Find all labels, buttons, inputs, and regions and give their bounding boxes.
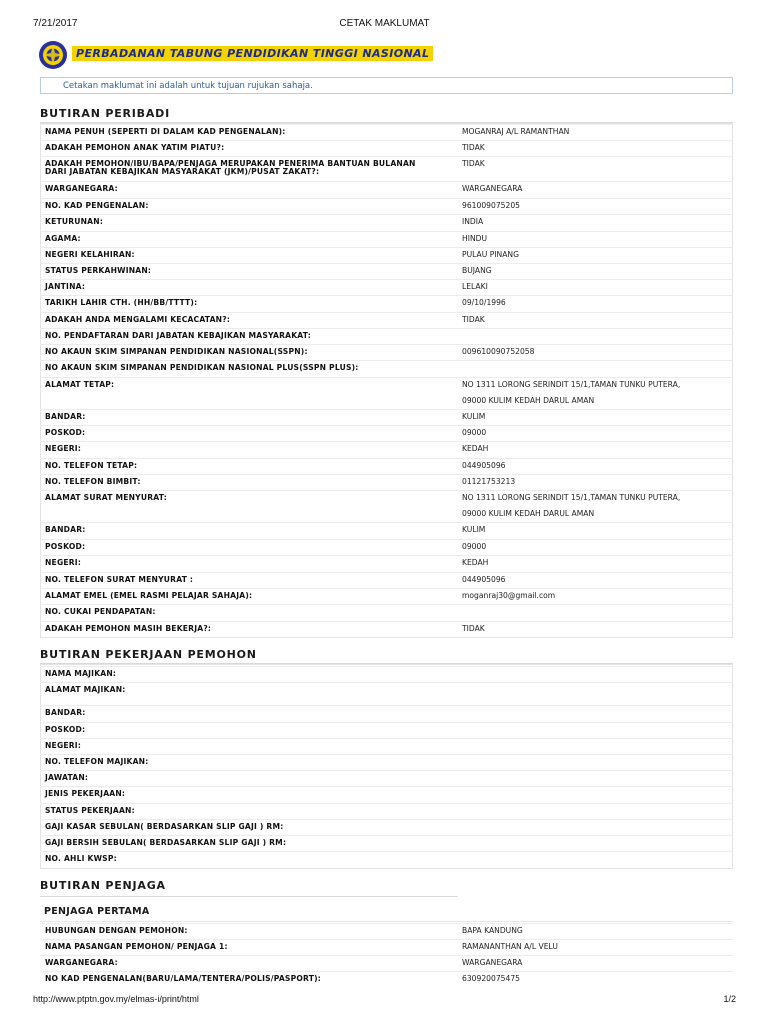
row-divider [40,971,733,972]
field-label: ADAKAH PEMOHON ANAK YATIM PIATU?: [45,143,225,152]
field-label: BANDAR: [45,525,86,534]
footer-url: http://www.ptptn.gov.my/elmas-i/print/html [33,994,199,1004]
field-label: NO. TELEFON SURAT MENYURAT : [45,575,194,584]
notice-bar: Cetakan maklumat ini adalah untuk tujuan rujukan sahaja. [40,77,733,94]
field-label: HUBUNGAN DENGAN PEMOHON: [45,926,188,935]
field-value: WARGANEGARA [462,184,523,193]
field-value: INDIA [462,217,484,226]
print-title: CETAK MAKLUMAT [339,18,430,29]
field-value: TIDAK [462,624,485,633]
row-divider [40,522,733,523]
row-divider [40,770,733,771]
field-label: GAJI BERSIH SEBULAN( BERDASARKAN SLIP GAJI ) RM: [45,838,287,847]
field-label: NAMA PENUH (SEPERTI DI DALAM KAD PENGENALAN): [45,127,286,136]
field-label: NO. PENDAFTARAN DARI JABATAN KEBAJIKAN MASYARAKAT: [45,331,311,340]
field-value: 961009075205 [462,201,520,210]
row-divider [40,939,733,940]
row-divider [40,247,733,248]
row-divider [40,344,733,345]
field-label: ALAMAT TETAP: [45,380,115,389]
field-label: ALAMAT EMEL (EMEL RASMI PELAJAR SAHAJA): [45,591,253,600]
field-label: NO. AHLI KWSP: [45,854,117,863]
row-divider [40,295,733,296]
field-label: NO. KAD PENGENALAN: [45,201,149,210]
row-divider [40,279,733,280]
field-value: moganraj30@gmail.com [462,591,556,600]
row-divider [40,198,733,199]
field-value: 09000 [462,428,487,437]
field-label: NO. TELEFON TETAP: [45,461,138,470]
field-value: 044905096 [462,461,506,470]
field-label: NEGERI KELAHIRAN: [45,250,135,259]
row-divider [40,124,733,125]
row-divider [40,474,733,475]
field-label: ADAKAH ANDA MENGALAMI KECACATAN?: [45,315,231,324]
row-divider [40,588,733,589]
row-divider [40,621,733,622]
field-label: NO KAD PENGENALAN(BARU/LAMA/TENTERA/POLIS/PASPORT): [45,974,321,983]
field-value: TIDAK [462,159,485,168]
field-label: JENIS PEKERJAAN: [45,789,126,798]
field-value: 01121753213 [462,477,516,486]
field-label: NAMA MAJIKAN: [45,669,117,678]
field-label: NO. TELEFON BIMBIT: [45,477,141,486]
field-label: STATUS PERKAHWINAN: [45,266,152,275]
row-divider [40,851,733,852]
field-label: GAJI KASAR SEBULAN( BERDASARKAN SLIP GAJI ) RM: [45,822,284,831]
field-label: NAMA PASANGAN PEMOHON/ PENJAGA 1: [45,942,228,951]
row-divider [40,722,733,723]
row-divider [40,181,733,182]
row-divider [40,458,733,459]
field-value: 044905096 [462,575,506,584]
logo-wordmark: PERBADANAN TABUNG PENDIDIKAN TINGGI NASIONAL [72,46,433,61]
field-value: 009610090752058 [462,347,535,356]
row-divider [40,786,733,787]
section-title-penjaga: BUTIRAN PENJAGA [40,879,166,892]
field-value: 630920075475 [462,974,520,983]
divider [40,896,458,897]
field-value-continued: 09000 KULIM KEDAH DARUL AMAN [462,509,595,518]
field-label-continued: DARI JABATAN KEBAJIKAN MASYARAKAT (JKM)/PUSAT ZAKAT?: [45,167,320,176]
field-value: BUJANG [462,266,492,275]
field-value: KEDAH [462,558,489,567]
row-divider [40,738,733,739]
field-label: WARGANEGARA: [45,958,118,967]
field-label: NEGERI: [45,558,82,567]
row-divider [40,819,733,820]
field-label: POSKOD: [45,725,86,734]
row-divider [40,803,733,804]
field-label: AGAMA: [45,234,81,243]
field-label: WARGANEGARA: [45,184,118,193]
field-value: NO 1311 LORONG SERINDIT 15/1,TAMAN TUNKU PUTERA, [462,380,681,389]
field-value: HINDU [462,234,488,243]
row-divider [40,409,733,410]
field-value: LELAKI [462,282,488,291]
field-label: TARIKH LAHIR CTH. (HH/BB/TTTT): [45,298,198,307]
field-value: 09/10/1996 [462,298,506,307]
row-divider [40,425,733,426]
row-divider [40,377,733,378]
row-divider [40,955,733,956]
print-header [33,18,736,32]
field-value-continued: 09000 KULIM KEDAH DARUL AMAN [462,396,595,405]
row-divider [40,539,733,540]
field-label: POSKOD: [45,542,86,551]
field-label: ALAMAT MAJIKAN: [45,685,126,694]
field-label: NO. TELEFON MAJIKAN: [45,757,149,766]
field-label: JANTINA: [45,282,86,291]
row-divider [40,923,733,924]
row-divider [40,754,733,755]
field-value: 09000 [462,542,487,551]
field-label: NEGERI: [45,444,82,453]
field-label: NO AKAUN SKIM SIMPANAN PENDIDIKAN NASIONAL PLUS(SSPN PLUS): [45,363,359,372]
row-divider [40,263,733,264]
ptptn-logo [38,40,430,70]
page-number: 1/2 [723,994,736,1004]
row-divider [40,490,733,491]
field-value: TIDAK [462,143,485,152]
row-divider [40,555,733,556]
field-value: MOGANRAJ A/L RAMANTHAN [462,127,570,136]
field-value: KEDAH [462,444,489,453]
field-value: NO 1311 LORONG SERINDIT 15/1,TAMAN TUNKU PUTERA, [462,493,681,502]
field-label: ALAMAT SURAT MENYURAT: [45,493,167,502]
row-divider [40,156,733,157]
field-label: ADAKAH PEMOHON/IBU/BAPA/PENJAGA MERUPAKAN PENERIMA BANTUAN BULANAN [45,159,416,168]
field-label: BANDAR: [45,708,86,717]
field-label: NEGERI: [45,741,82,750]
row-divider [40,214,733,215]
section-title-pekerjaan: BUTIRAN PEKERJAAN PEMOHON [40,648,257,661]
field-value: KULIM [462,525,486,534]
row-divider [40,666,733,667]
field-label: BANDAR: [45,412,86,421]
divider [40,921,733,922]
field-value: RAMANANTHAN A/L VELU [462,942,558,951]
row-divider [40,835,733,836]
field-value: BAPA KANDUNG [462,926,523,935]
field-label: JAWATAN: [45,773,89,782]
row-divider [40,705,733,706]
row-divider [40,312,733,313]
field-label: STATUS PEKERJAAN: [45,806,135,815]
field-label: NO AKAUN SKIM SIMPANAN PENDIDIKAN NASIONAL(SSPN): [45,347,308,356]
print-date: 7/21/2017 [33,18,78,29]
section-title-peribadi: BUTIRAN PERIBADI [40,107,170,120]
field-label: NO. CUKAI PENDAPATAN: [45,607,156,616]
field-label: POSKOD: [45,428,86,437]
field-value: WARGANEGARA [462,958,523,967]
row-divider [40,231,733,232]
row-divider [40,360,733,361]
row-divider [40,441,733,442]
field-label: ADAKAH PEMOHON MASIH BEKERJA?: [45,624,212,633]
field-value: PULAU PINANG [462,250,519,259]
field-label: KETURUNAN: [45,217,104,226]
row-divider [40,328,733,329]
row-divider [40,604,733,605]
field-value: TIDAK [462,315,485,324]
row-divider [40,682,733,683]
emblem-icon [38,40,68,70]
subsection-title-penjaga-pertama: PENJAGA PERTAMA [44,906,150,917]
row-divider [40,140,733,141]
row-divider [40,572,733,573]
field-value: KULIM [462,412,486,421]
